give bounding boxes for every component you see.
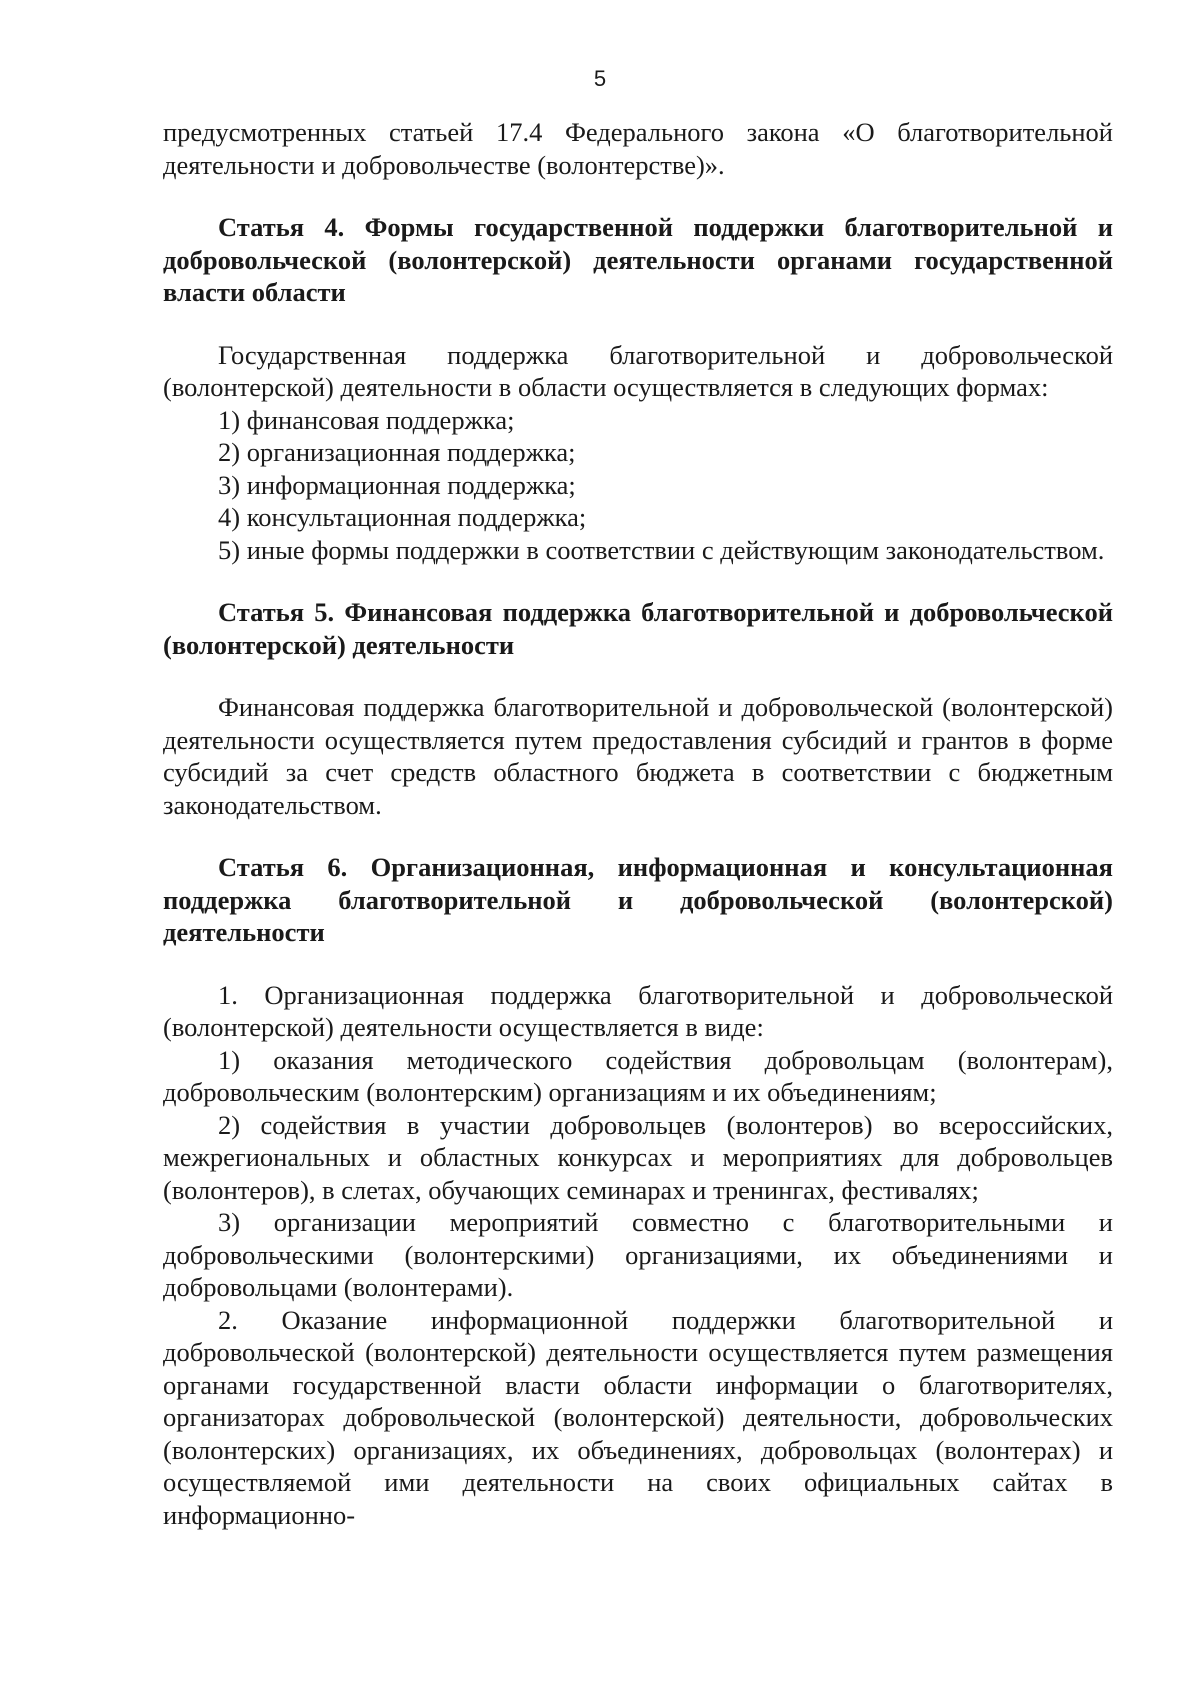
spacer bbox=[163, 566, 1113, 596]
article-6-paragraph-1: 1. Организационная поддержка благотворительной и добровольческой (волонтерской) деятельности осуществляется в виде: bbox=[163, 979, 1113, 1042]
article-4-item: 4) консультационная поддержка; bbox=[218, 502, 587, 532]
page-number: 5 bbox=[593, 66, 607, 91]
document-body bbox=[163, 116, 1113, 1531]
article-5-text: Финансовая поддержка благотворительной и добровольческой (волонтерской) деятельности осуществляется путем предоставления субсидий и грантов в форме субсидий за счет средств областного бюджета в соответствии с бюджетным законодательством. bbox=[163, 692, 1113, 820]
article-4-heading: Статья 4. Формы государственной поддержки благотворительной и добровольческой (волонтерской) деятельности органами государственной власти области bbox=[163, 212, 1113, 307]
article-6-item: 1) оказания методического содействия добровольцам (волонтерам), добровольческим (волонтерским) организациям и их объединениям; bbox=[163, 1044, 1113, 1107]
article-6-heading: Статья 6. Организационная, информационная и консультационная поддержка благотворительной и добровольческой (волонтерской) деятельности bbox=[163, 852, 1113, 947]
article-4-item: 1) финансовая поддержка; bbox=[218, 404, 515, 435]
intro-paragraph: предусмотренных статьей 17.4 Федерального закона «О благотворительной деятельности и добровольчестве (волонтерстве)». bbox=[163, 117, 1113, 180]
article-6-paragraph-2: 2. Оказание информационной поддержки благотворительной и добровольческой (волонтерской) деятельности осуществляется путем размещения органами государственной власти области информации о благотворителях, организаторах добровольческой (волонтерской) деятельности, добровольческих (волонтерских) организациях, их объединениях, добровольцах (волонтерах) и осуществляемой ими деятельности на своих официальных сайтах в информационно- bbox=[163, 1304, 1113, 1530]
article-6-item: 2) содействия в участии добровольцев (волонтеров) во всероссийских, межрегиональных и областных конкурсах и мероприятиях для добровольцев (волонтеров), в слетах, обучающих семинарах и тренингах, фестивалях; bbox=[163, 1109, 1113, 1205]
article-5-heading: Статья 5. Финансовая поддержка благотворительной и добровольческой (волонтерской) деятельности bbox=[163, 597, 1113, 660]
article-4-item: 5) иные формы поддержки в соответствии с действующим законодательством. bbox=[218, 534, 1105, 565]
spacer bbox=[163, 181, 1113, 211]
spacer bbox=[163, 661, 1113, 691]
spacer bbox=[163, 309, 1113, 339]
article-4-item: 2) организационная поддержка; bbox=[218, 437, 576, 467]
article-4-lead: Государственная поддержка благотворительной и добровольческой (волонтерской) деятельности в области осуществляется в следующих формах: bbox=[163, 339, 1113, 402]
spacer bbox=[163, 949, 1113, 979]
article-4-item: 3) информационная поддержка; bbox=[218, 469, 576, 500]
article-6-item: 3) организации мероприятий совместно с благотворительными и добровольческими (волонтерскими) организациями, их объединениями и добровольцами (волонтерами). bbox=[163, 1207, 1113, 1302]
spacer bbox=[163, 821, 1113, 851]
